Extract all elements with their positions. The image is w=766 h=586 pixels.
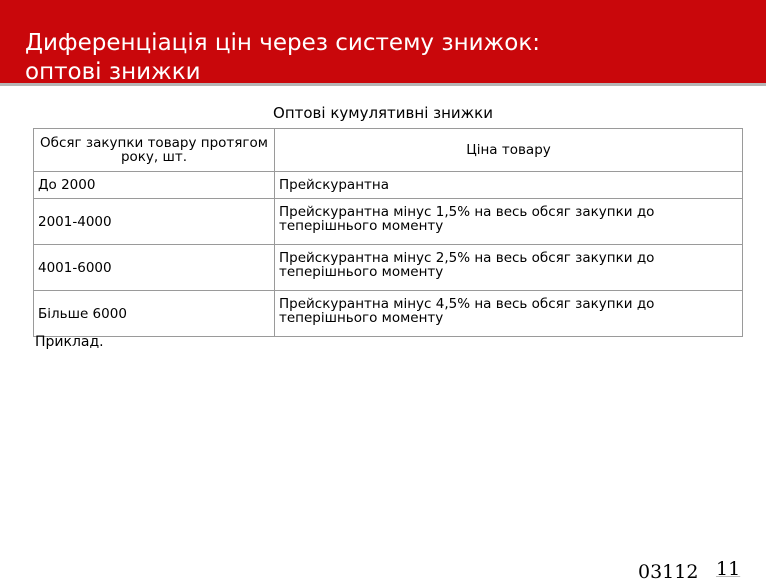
cell-volume: До 2000	[34, 172, 275, 199]
slide-header	[0, 0, 766, 86]
footer-code: 03112	[638, 561, 699, 583]
cell-volume: 4001-6000	[34, 245, 275, 291]
cell-volume: 2001-4000	[34, 199, 275, 245]
table-row	[34, 245, 743, 291]
slide-title-line-1: Диференціація цін через систему знижок:	[25, 30, 540, 56]
discount-table	[33, 128, 743, 337]
cell-price: Прейскурантна мінус 1,5% на весь обсяг закупки до теперішнього моменту	[275, 199, 743, 245]
example-label: Приклад.	[35, 334, 104, 350]
cell-volume: Більше 6000	[34, 291, 275, 337]
table-row	[34, 199, 743, 245]
table-row	[34, 291, 743, 337]
column-header-volume: Обсяг закупки товару протягом року, шт.	[34, 129, 275, 172]
cell-price: Прейскурантна мінус 2,5% на весь обсяг закупки до теперішнього моменту	[275, 245, 743, 291]
column-header-price: Ціна товару	[275, 129, 743, 172]
slide-title-line-2: оптові знижки	[25, 59, 201, 85]
cell-price: Прейскурантна мінус 4,5% на весь обсяг закупки до теперішнього моменту	[275, 291, 743, 337]
cell-price: Прейскурантна	[275, 172, 743, 199]
table-header-row	[34, 129, 743, 172]
page-number: 11	[716, 558, 741, 580]
table-caption: Оптові кумулятивні знижки	[273, 104, 493, 122]
table-row	[34, 172, 743, 199]
